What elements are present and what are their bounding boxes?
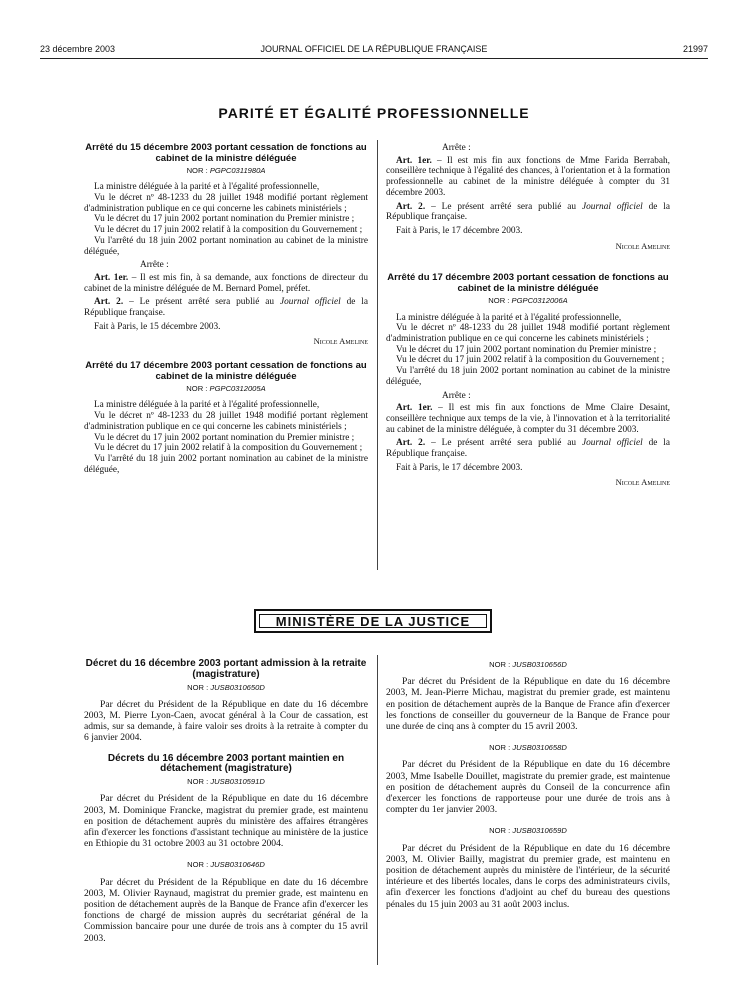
column-divider-bottom xyxy=(377,655,378,965)
column-divider-top xyxy=(377,140,378,570)
done-at: Fait à Paris, le 15 décembre 2003. xyxy=(94,321,221,332)
header-page-number: 21997 xyxy=(682,44,708,54)
done-at: Fait à Paris, le 17 décembre 2003. xyxy=(396,225,523,236)
right-column-bottom xyxy=(386,659,670,910)
article-1: Art. 1er. – Il est mis fin aux fonctions de Mme Claire Desaint, conseillère technique aux temps de la vie, à l'innovation et à la territorialité au cabinet de la ministre déléguée, à compter du 31 décembre 2003. xyxy=(386,403,670,435)
section-title-parite: PARITÉ ET ÉGALITÉ PROFESSIONNELLE xyxy=(218,105,530,121)
nor-line: NOR : JUSB0310659D xyxy=(489,826,567,836)
running-header xyxy=(40,44,708,56)
decree-title: Décret du 16 décembre 2003 portant admission à la retraite (magistrature) xyxy=(85,658,367,680)
paragraph: Par décret du Président de la République en date du 16 décembre 2003, Mme Isabelle Douillet, magistrate du premier grade, est maintenue en position de détachement auprès du Conseil de la concurrence afin d'exercer les fonctions de rapporteuse pour une durée de trois ans à compter du 1er janvier 2003. xyxy=(386,759,670,816)
paragraph: Par décret du Président de la République en date du 16 décembre 2003, M. Pierre Lyon-Caen, avocat général à la Cour de cassation, est admis, sur sa demande, à faire valoir ses droits à la retraite à compter du 6 janvier 2004. xyxy=(84,698,368,744)
signature: Nicole Ameline xyxy=(615,477,670,488)
arrete-label: Arrête : xyxy=(442,390,471,401)
paragraph: Par décret du Président de la République en date du 16 décembre 2003, M. Dominique Francke, magistrat du premier grade, est maintenu en position de détachement auprès du ministère des affaires étrangères afin d'exercer les fonctions d'assistant technique au ministère de la justice en Ethiopie du 31 octobre 2003 au 31 octobre 2004. xyxy=(84,793,368,850)
section-title-justice: MINISTÈRE DE LA JUSTICE xyxy=(254,609,492,633)
header-rule xyxy=(40,58,708,59)
arrete-title: Arrêté du 15 décembre 2003 portant cessation de fonctions au cabinet de la ministre déléguée xyxy=(85,142,367,164)
decree-title: Décrets du 16 décembre 2003 portant maintien en détachement (magistrature) xyxy=(107,752,345,775)
arrete-title: Arrêté du 17 décembre 2003 portant cessation de fonctions au cabinet de la ministre déléguée xyxy=(387,272,669,295)
header-journal: JOURNAL OFFICIEL DE LA RÉPUBLIQUE FRANÇAISE xyxy=(260,44,488,54)
paragraph: Vu le décret du 17 juin 2002 relatif à la composition du Gouvernement ; xyxy=(94,443,363,454)
paragraph: Vu le décret nº 48-1233 du 28 juillet 1948 modifié portant règlement d'administration publique en ce qui concerne les cabinets ministériels ; xyxy=(386,323,670,345)
header-date: 23 décembre 2003 xyxy=(40,44,116,54)
paragraph: Par décret du Président de la République en date du 16 décembre 2003, M. Olivier Bailly, magistrat du premier grade, est maintenu en position de détachement auprès du ministère de l'intérieur, de la sécurité intérieure et des libertés locales, dans le corps des administrateurs civils, afin d'exercer les fonctions d'adjoint au chef du bureau des questions pénales du 15 juin 2003 au 31 août 2003 inclus. xyxy=(386,842,670,910)
nor-line: NOR : JUSB0310656D xyxy=(489,660,567,669)
done-at: Fait à Paris, le 17 décembre 2003. xyxy=(396,462,523,473)
signature: Nicole Ameline xyxy=(615,240,670,251)
nor-line: NOR : PGPC0312006A xyxy=(488,295,568,305)
paragraph: Par décret du Président de la République en date du 16 décembre 2003, M. Olivier Raynaud, magistrat du premier grade, est maintenu en position de détachement auprès de la Banque de France afin d'exercer les fonctions de chargé de mission auprès du secrétariat général de la Commission bancaire pour une durée de trois ans à compter du 15 avril 2003. xyxy=(84,876,368,944)
arrete-label: Arrête : xyxy=(442,143,471,153)
paragraph: Vu le décret nº 48-1233 du 28 juillet 1948 modifié portant règlement d'administration publique en ce qui concerne les cabinets ministériels ; xyxy=(84,193,368,214)
article-2: Art. 2. – Le présent arrêté sera publié au Journal officiel de la République française. xyxy=(386,438,671,460)
paragraph: Vu l'arrêté du 18 juin 2002 portant nomination au cabinet de la ministre déléguée, xyxy=(386,366,670,387)
article-2: Art. 2. – Le présent arrêté sera publié au Journal officiel de la République française. xyxy=(386,201,671,223)
nor-line: NOR : PGPC0312005A xyxy=(186,383,266,393)
paragraph: Vu le décret du 17 juin 2002 portant nomination du Premier ministre ; xyxy=(94,214,355,225)
paragraph: La ministre déléguée à la parité et à l'égalité professionnelle, xyxy=(94,182,320,193)
nor-line: NOR : PGPC0311980A xyxy=(186,165,266,175)
paragraph: La ministre déléguée à la parité et à l'égalité professionnelle, xyxy=(94,400,320,411)
arrete-label: Arrête : xyxy=(140,260,169,271)
signature: Nicole Ameline xyxy=(313,336,368,347)
arrete-title: Arrêté du 17 décembre 2003 portant cessation de fonctions au cabinet de la ministre déléguée xyxy=(85,360,367,382)
left-column-top xyxy=(84,143,368,475)
paragraph: Vu le décret du 17 juin 2002 relatif à la composition du Gouvernement ; xyxy=(396,355,665,366)
nor-line: NOR : JUSB0310658D xyxy=(489,743,567,753)
paragraph: Vu le décret nº 48-1233 du 28 juillet 1948 modifié portant règlement d'administration publique en ce qui concerne les cabinets ministériels ; xyxy=(84,411,368,432)
paragraph: Par décret du Président de la République en date du 16 décembre 2003, M. Jean-Pierre Michau, magistrat du premier grade, est maintenu en position de détachement auprès de la Banque de France afin d'exercer les fonctions de conseiller du gouverneur de la Banque de France pour une durée de cinq ans à compter du 15 avril 2003. xyxy=(386,676,670,733)
nor-line: NOR : JUSB0310646D xyxy=(187,860,265,870)
paragraph: Vu le décret du 17 juin 2002 portant nomination du Premier ministre ; xyxy=(94,432,355,443)
nor-line: NOR : JUSB0310650D xyxy=(187,682,265,692)
paragraph: Vu l'arrêté du 18 juin 2002 portant nomination au cabinet de la ministre déléguée, xyxy=(84,235,368,257)
paragraph: Vu l'arrêté du 18 juin 2002 portant nomination au cabinet de la ministre déléguée, xyxy=(84,453,368,475)
paragraph: La ministre déléguée à la parité et à l'égalité professionnelle, xyxy=(396,312,622,323)
article-1: Art. 1er. – Il est mis fin, à sa demande, aux fonctions de directeur du cabinet de la ministre déléguée de M. Bernard Pomel, préfet. xyxy=(84,272,368,294)
paragraph: Vu le décret du 17 juin 2002 portant nomination du Premier ministre ; xyxy=(396,344,657,355)
article-1: Art. 1er. – Il est mis fin aux fonctions de Mme Farida Berrabah, conseillère technique à l'égalité des chances, à l'orientation et à la formation professionnelle au cabinet de la ministre déléguée à compter du 31 décembre 2003. xyxy=(386,155,670,198)
left-column-bottom xyxy=(84,659,368,944)
article-2: Art. 2. – Le présent arrêté sera publié au Journal officiel de la République française. xyxy=(84,297,369,319)
right-column-top xyxy=(386,143,670,488)
nor-line: NOR : JUSB0310591D xyxy=(187,777,265,787)
paragraph: Vu le décret du 17 juin 2002 relatif à la composition du Gouvernement ; xyxy=(94,225,363,236)
